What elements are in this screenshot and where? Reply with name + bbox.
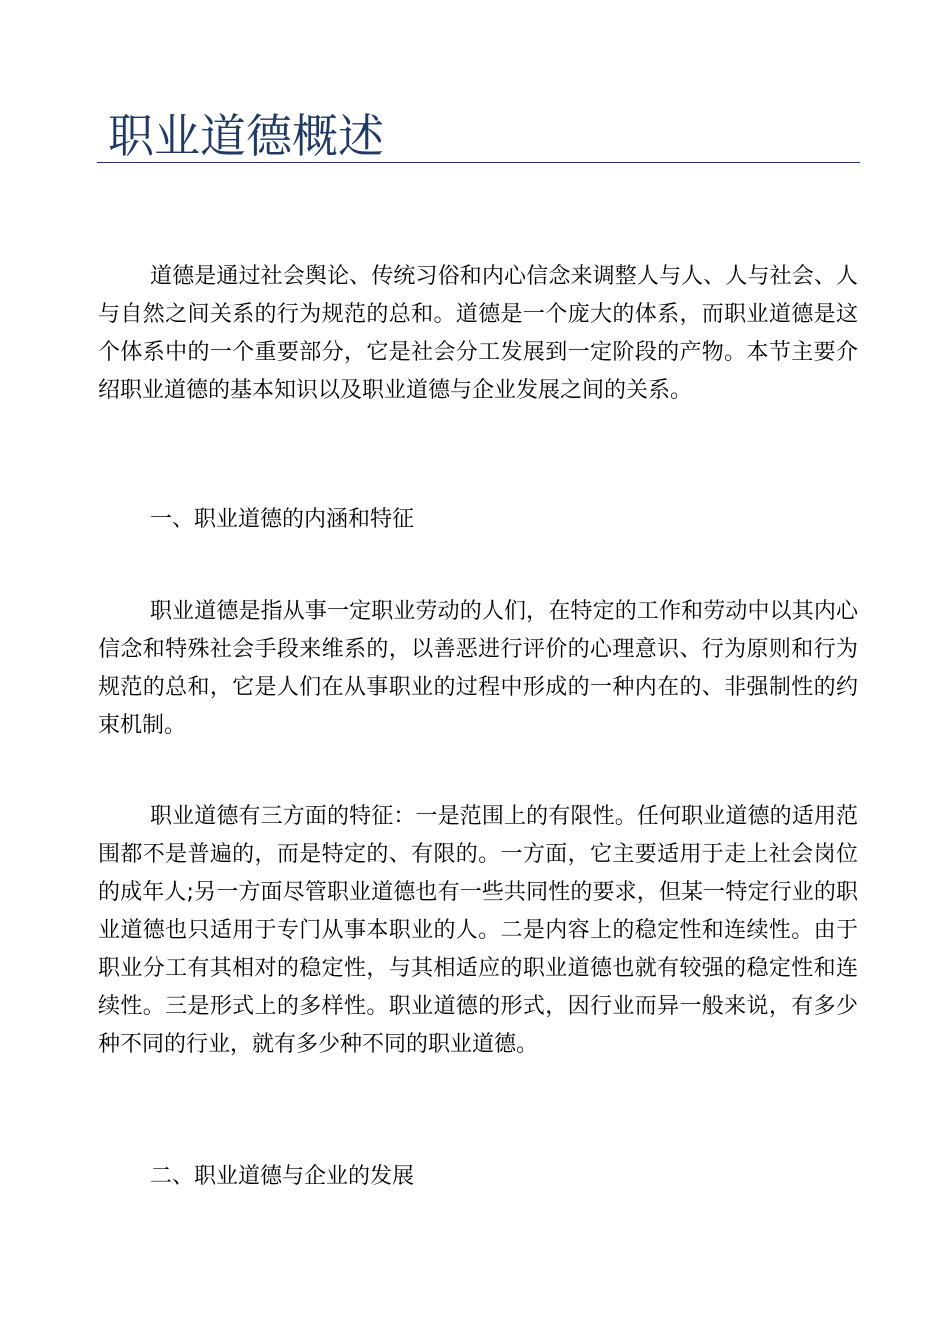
document-title: 职业道德概述 (108, 109, 384, 163)
section-1-paragraph-1: 职业道德是指从事一定职业劳动的人们，在特定的工作和劳动中以其内心信念和特殊社会手段来维系的，以善恶进行评价的心理意识、行为原则和行为规范的总和，它是人们在从事职业的过程中形成的一种内在的、非强制性的约束机制。 (98, 599, 858, 738)
intro-paragraph: 道德是通过社会舆论、传统习俗和内心信念来调整人与人、人与社会、人与自然之间关系的行为规范的总和。道德是一个庞大的体系，而职业道德是这个体系中的一个重要部分，它是社会分工发展到一定阶段的产物。本节主要介绍职业道德的基本知识以及职业道德与企业发展之间的关系。 (98, 264, 858, 403)
section-heading-2: 二、职业道德与企业的发展 (150, 1164, 415, 1189)
section-1-paragraph-2: 职业道德有三方面的特征：一是范围上的有限性。任何职业道德的适用范围都不是普遍的，而是特定的、有限的。一方面，它主要适用于走上社会岗位的成年人;另一方面尽管职业道德也有一些共同性的要求，但某一特定行业的职业道德也只适用于专门从事本职业的人。二是内容上的稳定性和连续性。由于职业分工有其相对的稳定性，与其相适应的职业道德也就有较强的稳定性和连续性。三是形式上的多样性。职业道德的形式，因行业而异一般来说，有多少种不同的行业，就有多少种不同的职业道德。 (98, 804, 858, 1057)
section-heading-1: 一、职业道德的内涵和特征 (150, 507, 415, 532)
title-underline (97, 162, 860, 163)
